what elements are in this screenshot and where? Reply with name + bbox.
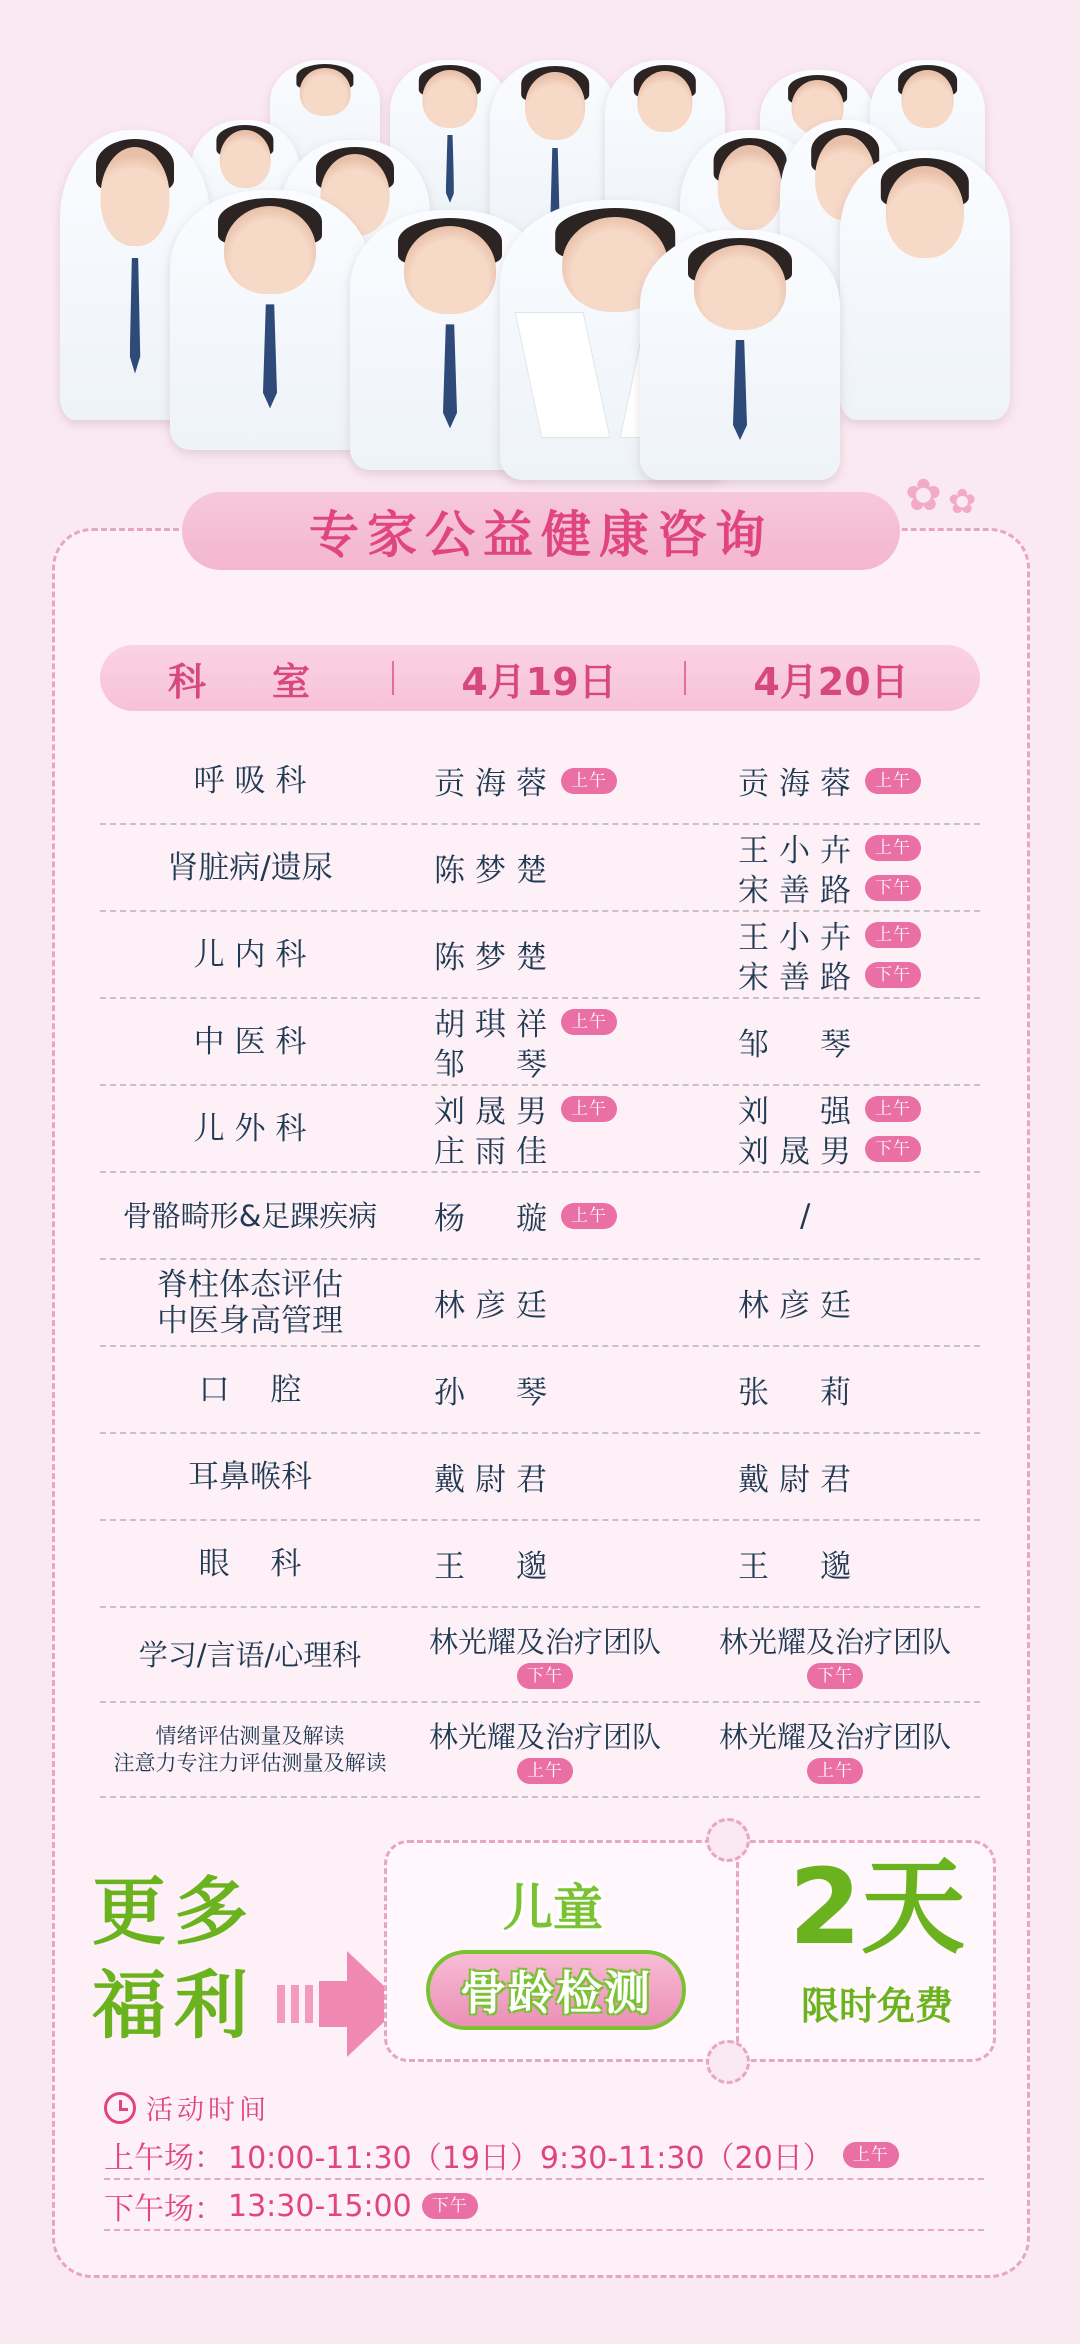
doctor-name: 王 邈 — [738, 1549, 861, 1585]
dept-cell — [100, 1267, 400, 1339]
date20-cell — [690, 915, 980, 995]
two-days-text: 2天 — [788, 1846, 966, 1968]
dept-cell — [100, 1723, 400, 1777]
doctor-name: 庄雨佳 — [434, 1134, 557, 1170]
session-tag: 下午 — [517, 1663, 573, 1689]
table-row — [100, 1703, 980, 1798]
date20-cell — [690, 1544, 980, 1584]
pm-value: 13:30-15:00 — [228, 2188, 412, 2224]
doctor-name: 王小卉 — [738, 833, 861, 869]
dept-cell: 学习/言语/心理科 — [138, 1637, 362, 1672]
dept-cell: 眼 科 — [198, 1545, 302, 1582]
date19-cell — [400, 1715, 690, 1784]
doctor-name: 邹 琴 — [738, 1027, 861, 1063]
am-value: 10:00-11:30（19日）9:30-11:30（20日） — [228, 2141, 833, 2176]
header-dept: 科 室 — [167, 659, 324, 704]
session-tag: 上午 — [561, 1009, 617, 1035]
session-tag: 上午 — [807, 1758, 863, 1784]
activity-time-label: 活动时间 — [146, 2095, 270, 2126]
doctor-name: 林光耀及治疗团队 — [718, 1625, 951, 1659]
doctor-name: 宋善路 — [738, 873, 861, 909]
date20-cell — [690, 828, 980, 908]
table-row — [100, 825, 980, 912]
date20-cell — [690, 1370, 980, 1410]
doctor-name: 戴尉君 — [434, 1462, 557, 1498]
doctor-name: 王小卉 — [738, 920, 861, 956]
dept-cell: 中 医 科 — [193, 1023, 307, 1060]
date19-cell — [400, 1620, 690, 1689]
dept-line: 脊柱体态评估 — [157, 1266, 343, 1303]
dept-cell: 儿 内 科 — [193, 936, 307, 973]
doctor-name: 张 莉 — [738, 1375, 861, 1411]
header-divider — [684, 661, 686, 695]
doctor-name: 刘晟男 — [738, 1134, 861, 1170]
doctor-name: 陈梦楚 — [434, 940, 557, 976]
table-row — [100, 1173, 980, 1260]
doctor-name: 王 邈 — [434, 1549, 557, 1585]
dept-cell: 肾脏病/遗尿 — [167, 849, 333, 886]
doctor-name: / — [800, 1197, 821, 1234]
doctor-name: 邹 琴 — [434, 1047, 557, 1083]
session-tag: 上午 — [843, 2142, 899, 2168]
date19-cell — [400, 1370, 690, 1410]
session-tag: 上午 — [865, 835, 921, 861]
session-tag: 下午 — [865, 962, 921, 988]
session-tag: 上午 — [561, 1096, 617, 1122]
session-tag: 上午 — [865, 768, 921, 794]
doctor-name: 林光耀及治疗团队 — [428, 1720, 661, 1754]
doctor-name: 林光耀及治疗团队 — [428, 1625, 661, 1659]
sakura-icon: ✿ — [905, 470, 942, 521]
session-tag: 上午 — [865, 1096, 921, 1122]
doctor-name: 宋善路 — [738, 960, 861, 996]
dept-cell: 耳鼻喉科 — [188, 1458, 312, 1495]
header-divider — [392, 661, 394, 695]
table-row — [100, 1347, 980, 1434]
table-row — [100, 1521, 980, 1608]
session-tag: 上午 — [561, 768, 617, 794]
date20-cell — [690, 761, 980, 801]
table-row — [100, 1608, 980, 1703]
dept-cell: 骨骼畸形&足踝疾病 — [122, 1198, 378, 1233]
header-date-20: 4月20日 — [753, 659, 909, 704]
promo-more: 更多 — [92, 1869, 256, 1955]
date20-cell — [690, 1196, 980, 1236]
am-session-line — [104, 2132, 984, 2180]
date20-cell — [690, 1022, 980, 1062]
dept-line: 中医身高管理 — [157, 1302, 343, 1339]
clock-icon — [104, 2092, 136, 2124]
promo-benefit: 福利 — [92, 1963, 256, 2049]
session-tag: 下午 — [865, 875, 921, 901]
am-label: 上午场： — [104, 2141, 224, 2176]
dept-cell: 儿 外 科 — [193, 1110, 307, 1147]
doctor-name: 贡海蓉 — [738, 766, 861, 802]
doctor-name: 杨 璇 — [434, 1201, 557, 1237]
date19-cell — [400, 1196, 690, 1236]
doctor-name: 刘 强 — [738, 1094, 861, 1130]
table-row — [100, 912, 980, 999]
doctor-name: 贡海蓉 — [434, 766, 557, 802]
header-date-19: 4月19日 — [461, 659, 617, 704]
doctor-name: 刘晟男 — [434, 1094, 557, 1130]
ticket-divider — [736, 1862, 739, 2042]
child-label: 儿童 — [503, 1879, 603, 1937]
session-tag: 下午 — [807, 1663, 863, 1689]
doctor-name: 陈梦楚 — [434, 853, 557, 889]
ticket-notch — [706, 1818, 750, 1862]
date19-cell — [400, 1002, 690, 1082]
session-tag: 上午 — [517, 1758, 573, 1784]
limited-free-text: 限时免费 — [800, 1984, 953, 2028]
dept-line: 情绪评估测量及解读 — [155, 1723, 345, 1748]
sakura-icon: ✿ — [948, 482, 977, 522]
ticket-notch — [706, 2040, 750, 2084]
session-tag: 上午 — [865, 922, 921, 948]
date19-cell — [400, 1283, 690, 1323]
date19-cell — [400, 848, 690, 888]
table-header — [100, 645, 980, 711]
date19-cell — [400, 1544, 690, 1584]
dept-cell: 呼 吸 科 — [193, 762, 307, 799]
doctor-name: 戴尉君 — [738, 1462, 861, 1498]
doctor-name: 孙 琴 — [434, 1375, 557, 1411]
date20-cell — [690, 1620, 980, 1689]
date19-cell — [400, 761, 690, 801]
date20-cell — [690, 1283, 980, 1323]
table-row — [100, 999, 980, 1086]
more-benefits-text — [92, 1865, 256, 2053]
doctor-group-photo — [60, 60, 1020, 530]
table-row — [100, 738, 980, 825]
doctor-name: 林光耀及治疗团队 — [718, 1720, 951, 1754]
date20-cell — [690, 1089, 980, 1169]
pm-session-line — [104, 2183, 984, 2231]
date20-cell — [690, 1715, 980, 1784]
session-tag: 上午 — [561, 1203, 617, 1229]
date19-cell — [400, 935, 690, 975]
session-tag: 下午 — [422, 2193, 478, 2219]
activity-time-title — [104, 2088, 270, 2127]
doctor-name: 林彦廷 — [434, 1288, 557, 1324]
session-tag: 下午 — [865, 1136, 921, 1162]
date19-cell — [400, 1457, 690, 1497]
dept-cell: 口 腔 — [198, 1371, 302, 1408]
dept-line: 注意力专注力评估测量及解读 — [113, 1750, 387, 1775]
doctor-name: 林彦廷 — [738, 1288, 861, 1324]
doctor-name: 胡琪祥 — [434, 1007, 557, 1043]
table-row — [100, 1086, 980, 1173]
table-row — [100, 1260, 980, 1347]
page-title: 专家公益健康咨询 — [182, 492, 900, 570]
date19-cell — [400, 1089, 690, 1169]
table-row — [100, 1434, 980, 1521]
date20-cell — [690, 1457, 980, 1497]
schedule-table — [100, 738, 980, 1798]
pm-label: 下午场： — [104, 2192, 224, 2227]
bone-age-label: 骨龄检测 — [426, 1950, 686, 2030]
